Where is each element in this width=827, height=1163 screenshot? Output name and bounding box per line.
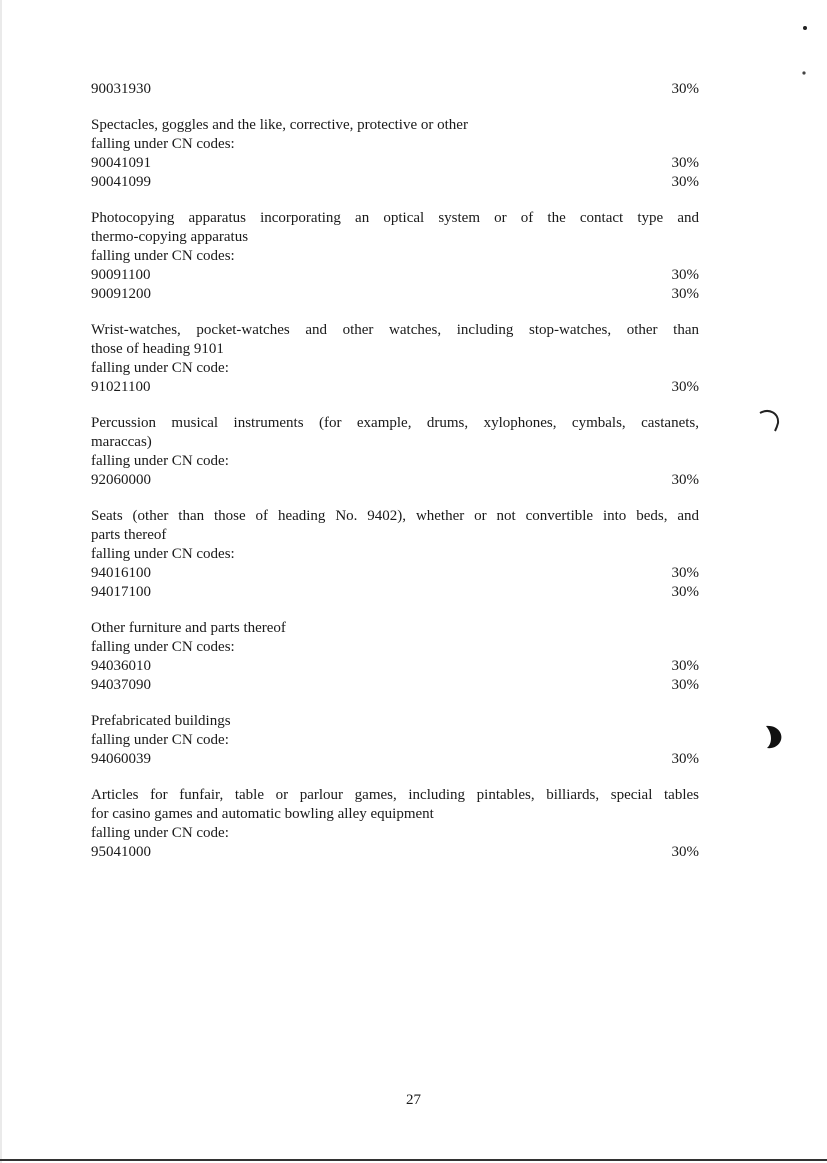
cn-code: 95041000 xyxy=(91,844,151,860)
page-number: 27 xyxy=(406,1092,421,1108)
cn-code: 90041091 xyxy=(91,155,151,171)
cn-code-list xyxy=(91,564,699,602)
cn-code-row xyxy=(91,173,699,192)
product-description xyxy=(91,209,699,266)
product-description xyxy=(91,414,699,471)
tariff-section xyxy=(91,507,699,602)
description-line: Articles for funfair, table or parlour games, including pintables, billiards, special tables xyxy=(91,787,699,803)
description-line: Spectacles, goggles and the like, corrective, protective or other xyxy=(91,117,468,133)
cn-code: 94017100 xyxy=(91,584,151,600)
tariff-section xyxy=(91,80,699,99)
duty-rate: 30% xyxy=(671,267,699,283)
description-line: thermo-copying apparatus xyxy=(91,229,249,245)
cn-code-row xyxy=(91,750,699,769)
cn-code: 90091100 xyxy=(91,267,151,283)
cn-code-row xyxy=(91,843,699,862)
description-line: Other furniture and parts thereof xyxy=(91,620,286,636)
cn-code-list xyxy=(91,843,699,862)
cn-code-list xyxy=(91,80,699,99)
description-line: Seats (other than those of heading No. 9402), whether or not convertible into beds, and xyxy=(91,508,699,524)
duty-rate: 30% xyxy=(671,658,699,674)
cn-code: 94037090 xyxy=(91,677,151,693)
cn-code-row xyxy=(91,471,699,490)
cn-code-row xyxy=(91,154,699,173)
cn-code-row xyxy=(91,583,699,602)
cn-code-list xyxy=(91,657,699,695)
cn-code: 94060039 xyxy=(91,751,151,767)
cn-code-row xyxy=(91,285,699,304)
product-description xyxy=(91,712,699,750)
description-line: Wrist-watches, pocket-watches and other watches, including stop-watches, other than xyxy=(91,322,699,338)
duty-rate: 30% xyxy=(671,677,699,693)
cn-code-row xyxy=(91,676,699,695)
cn-code-list xyxy=(91,378,699,397)
duty-rate: 30% xyxy=(671,155,699,171)
tariff-section xyxy=(91,116,699,192)
cn-code: 92060000 xyxy=(91,472,151,488)
cn-code: 90041099 xyxy=(91,174,151,190)
description-line: maraccas) xyxy=(91,434,152,450)
cn-code-label: falling under CN code: xyxy=(91,453,229,469)
bottom-rule xyxy=(0,1159,827,1161)
description-line: Prefabricated buildings xyxy=(91,713,231,729)
cn-code: 90031930 xyxy=(91,81,151,97)
duty-rate: 30% xyxy=(671,844,699,860)
description-line: those of heading 9101 xyxy=(91,341,224,357)
cn-code-row xyxy=(91,564,699,583)
cn-code-row xyxy=(91,378,699,397)
duty-rate: 30% xyxy=(671,751,699,767)
cn-code-label: falling under CN code: xyxy=(91,360,229,376)
tariff-section xyxy=(91,712,699,769)
cn-code-row xyxy=(91,266,699,285)
tariff-section xyxy=(91,209,699,304)
cn-code-row xyxy=(91,657,699,676)
cn-code-list xyxy=(91,750,699,769)
cn-code-list xyxy=(91,471,699,490)
product-description xyxy=(91,116,699,154)
tariff-section xyxy=(91,414,699,490)
cn-code: 94036010 xyxy=(91,658,151,674)
cn-code-label: falling under CN codes: xyxy=(91,639,235,655)
scan-edge xyxy=(0,0,2,1163)
cn-code-label: falling under CN code: xyxy=(91,825,229,841)
cn-code-label: falling under CN codes: xyxy=(91,248,235,264)
cn-code-list xyxy=(91,154,699,192)
product-description xyxy=(91,507,699,564)
tariff-section xyxy=(91,619,699,695)
hole-punch-mark-upper xyxy=(755,405,785,435)
description-line: parts thereof xyxy=(91,527,167,543)
description-line: for casino games and automatic bowling alley equipment xyxy=(91,806,434,822)
cn-code-label: falling under CN codes: xyxy=(91,136,235,152)
duty-rate: 30% xyxy=(671,286,699,302)
duty-rate: 30% xyxy=(671,379,699,395)
cn-code-label: falling under CN code: xyxy=(91,732,229,748)
duty-rate: 30% xyxy=(671,565,699,581)
duty-rate: 30% xyxy=(671,584,699,600)
scan-mark-top xyxy=(800,20,812,80)
product-description xyxy=(91,786,699,843)
tariff-list xyxy=(91,80,699,879)
duty-rate: 30% xyxy=(671,81,699,97)
description-line: Photocopying apparatus incorporating an optical system or of the contact type and xyxy=(91,210,699,226)
cn-code: 94016100 xyxy=(91,565,151,581)
duty-rate: 30% xyxy=(671,472,699,488)
cn-code: 91021100 xyxy=(91,379,151,395)
tariff-section xyxy=(91,786,699,862)
hole-punch-mark-lower xyxy=(758,722,788,752)
cn-code-label: falling under CN codes: xyxy=(91,546,235,562)
product-description xyxy=(91,619,699,657)
product-description xyxy=(91,321,699,378)
cn-code: 90091200 xyxy=(91,286,151,302)
description-line: Percussion musical instruments (for example, drums, xylophones, cymbals, castanets, xyxy=(91,415,699,431)
cn-code-row xyxy=(91,80,699,99)
cn-code-list xyxy=(91,266,699,304)
tariff-section xyxy=(91,321,699,397)
duty-rate: 30% xyxy=(671,174,699,190)
